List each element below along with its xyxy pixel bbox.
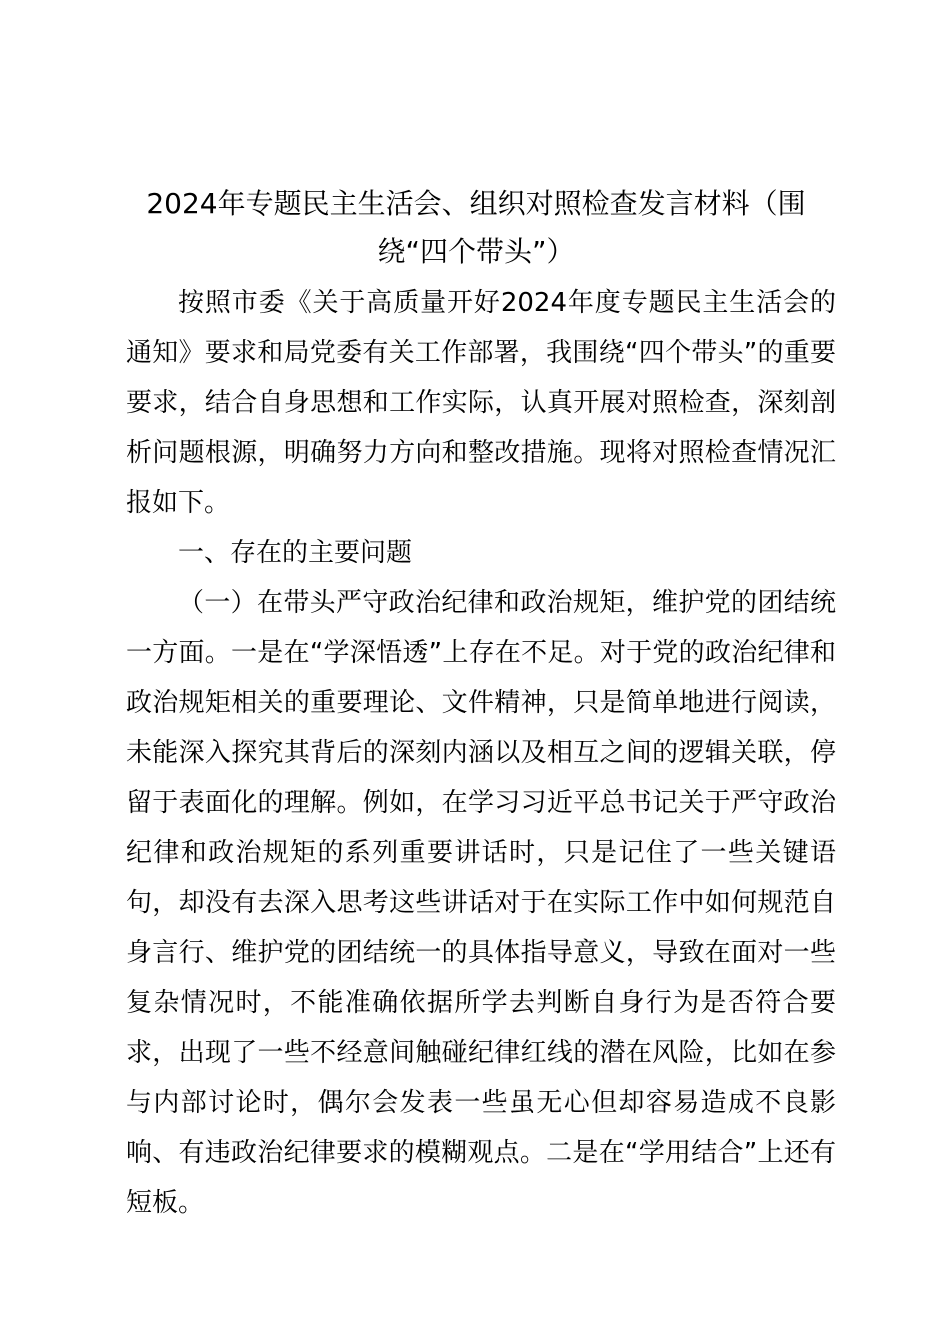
section-heading: 一、存在的主要问题	[178, 538, 413, 568]
document-title: 2024年专题民主生活会、组织对照检查发言材料（围绕“四个带头”）	[146, 187, 806, 268]
document-body	[126, 278, 836, 1228]
intro-paragraph: 按照市委《关于高质量开好2024年度专题民主生活会的通知》要求和局党委有关工作部署，我围绕“四个带头”的重要要求，结合自身思想和工作实际，认真开展对照检查，深刻剖析问题根源，明确努力方向和整改措施。现将对照检查情况汇报如下。	[126, 288, 836, 518]
issue-paragraph: （一）在带头严守政治纪律和政治规矩，维护党的团结统一方面。一是在“学深悟透”上存在不足。对于党的政治纪律和政治规矩相关的重要理论、文件精神，只是简单地进行阅读，未能深入探究其背后的深刻内涵以及相互之间的逻辑关联，停留于表面化的理解。例如，在学习习近平总书记关于严守政治纪律和政治规矩的系列重要讲话时，只是记住了一些关键语句，却没有去深入思考这些讲话对于在实际工作中如何规范自身言行、维护党的团结统一的具体指导意义，导致在面对一些复杂情况时，不能准确依据所学去判断自身行为是否符合要求，出现了一些不经意间触碰纪律红线的潜在风险，比如在参与内部讨论时，偶尔会发表一些虽无心但却容易造成不良影响、有违政治纪律要求的模糊观点。二是在“学用结合”上还有短板。	[126, 588, 836, 1218]
